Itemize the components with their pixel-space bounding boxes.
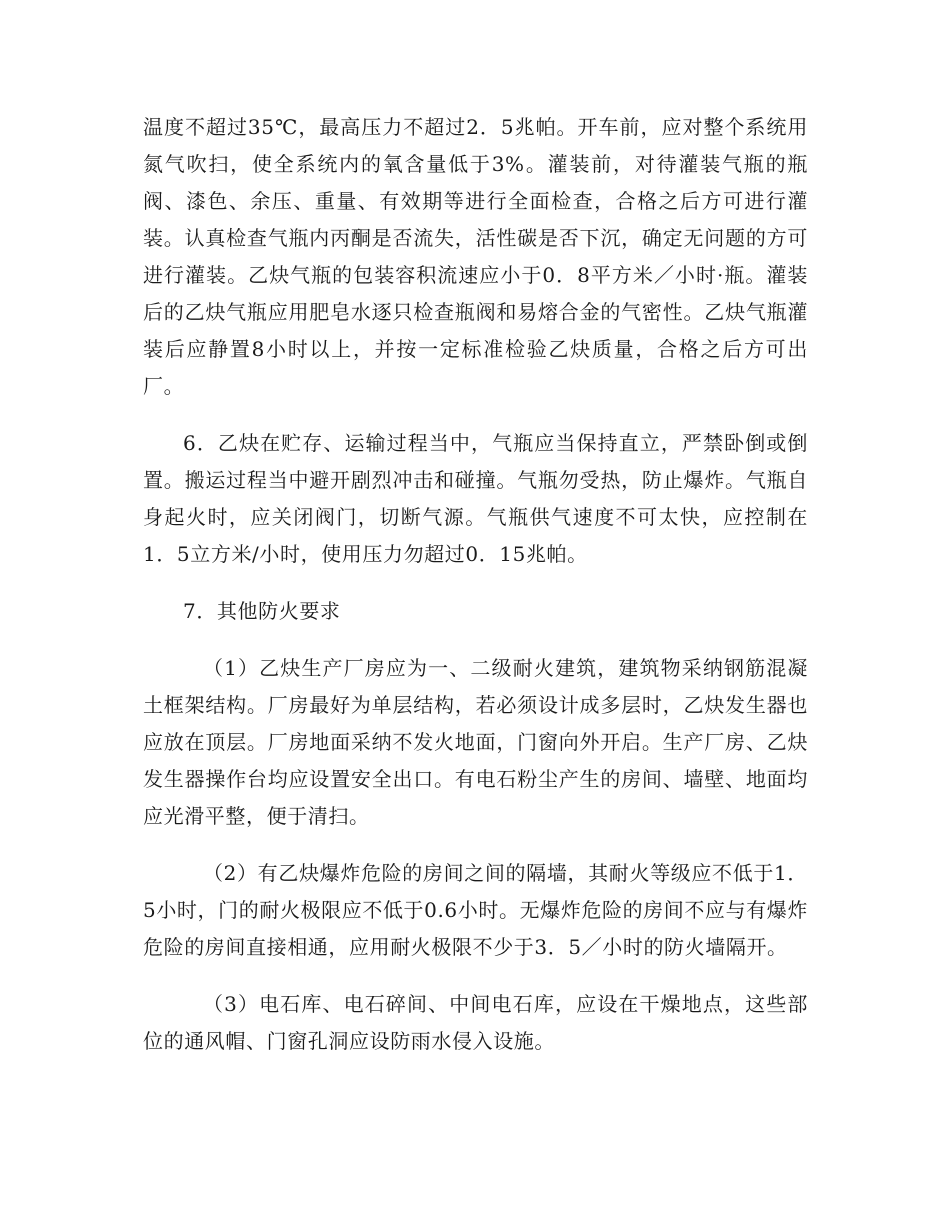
section-heading-fire-requirements: 7．其他防火要求 xyxy=(183,599,341,623)
paragraph-item-1: （1）乙炔生产厂房应为一、二级耐火建筑，建筑物采纳钢筋混凝土框架结构。厂房最好为单层结构，若必须设计成多层时，乙炔发生器也应放在顶层。厂房地面采纳不发火地面，门窗向外开启。生产厂房、乙炔发生器操作台均应设置安全出口。有电石粉尘产生的房间、墙壁、地面均应光滑平整，便于清扫。 xyxy=(143,656,808,828)
paragraph-filling-procedure: 温度不超过35℃，最高压力不超过2．5兆帕。开车前，应对整个系统用氮气吹扫，使全系统内的氧含量低于3%。灌装前，对待灌装气瓶的瓶阀、漆色、余压、重量、有效期等进行全面检查，合格之后方可进行灌装。认真检查气瓶内丙酮是否流失，活性碳是否下沉，确定无问题的方可进行灌装。乙炔气瓶的包装容积流速应小于0．8平方米／小时·瓶。灌装后的乙炔气瓶应用肥皂水逐只检查瓶阀和易熔合金的气密性。乙炔气瓶灌装后应静置8小时以上，并按一定标准检验乙炔质量，合格之后方可出厂。 xyxy=(143,115,808,398)
document-body xyxy=(143,109,808,1060)
paragraph-storage-transport: 6．乙炔在贮存、运输过程当中，气瓶应当保持直立，严禁卧倒或倒置。搬运过程当中避开剧烈冲击和碰撞。气瓶勿受热，防止爆炸。气瓶自身起火时，应关闭阀门，切断气源。气瓶供气速度不可太快，应控制在1．5立方米/小时，使用压力勿超过0．15兆帕。 xyxy=(143,431,808,566)
paragraph-item-2: （2）有乙炔爆炸危险的房间之间的隔墙，其耐火等级应不低于1．5小时，门的耐火极限应不低于0.6小时。无爆炸危险的房间不应与有爆炸危险的房间直接相通，应用耐火极限不少于3．5／小时的防火墙隔开。 xyxy=(143,861,808,959)
paragraph-item-3: （3）电石库、电石碎间、中间电石库，应设在干燥地点，这些部位的通风帽、门窗孔洞应设防雨水侵入设施。 xyxy=(143,992,808,1053)
